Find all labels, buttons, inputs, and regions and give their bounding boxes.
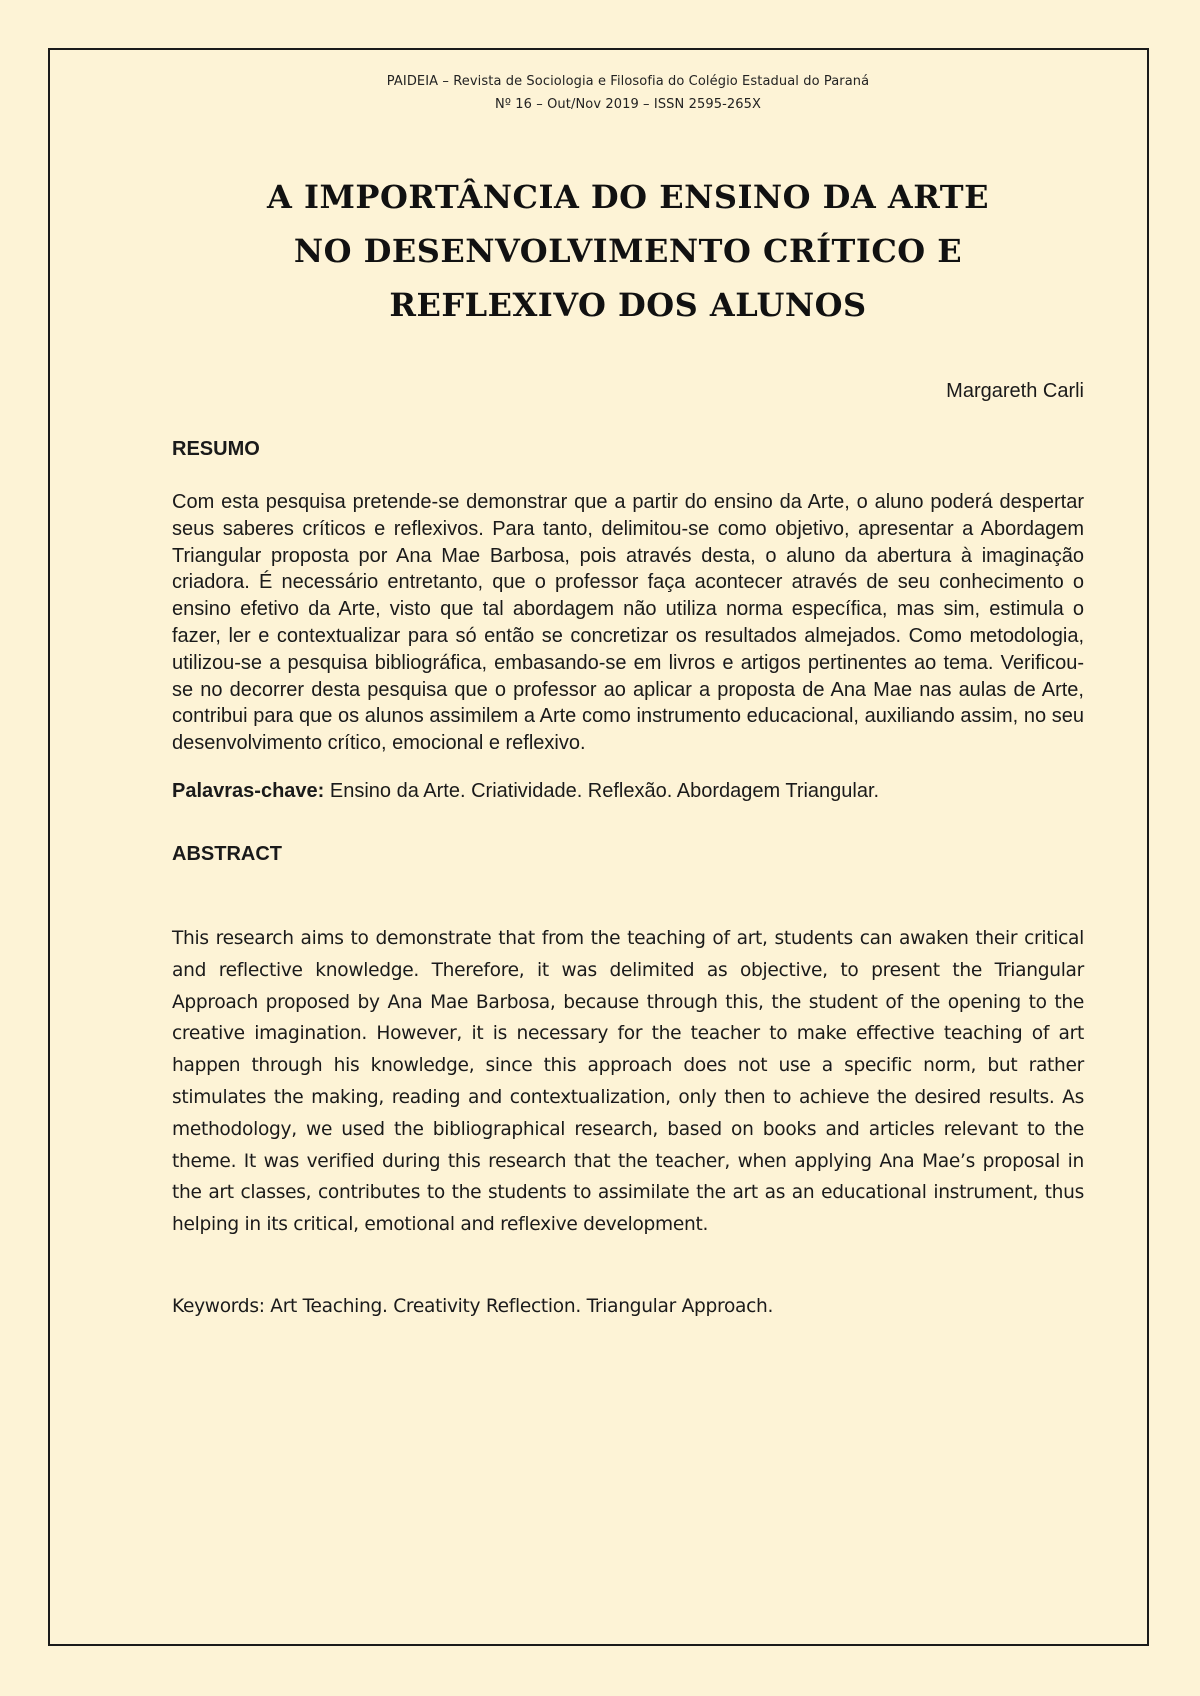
palavras-chave-text: Ensino da Arte. Criatividade. Reflexão. Abordagem Triangular. xyxy=(324,779,880,802)
author-name: Margareth Carli xyxy=(946,380,1084,402)
journal-header-line-2: Nº 16 – Out/Nov 2019 – ISSN 2595-265X xyxy=(495,97,761,112)
palavras-chave xyxy=(172,778,1084,804)
paper-title-line-3: REFLEXIVO DOS ALUNOS xyxy=(389,286,867,324)
abstract-body: This research aims to demonstrate that from the teaching of art, students can awaken their critical and reflective knowledge. Therefore, it was delimited as objective, to present the Triangular Approach proposed by Ana Mae Barbosa, because through this, the student of the opening to the creative imagination. However, it is necessary for the teacher to make effective teaching of art happen through his knowledge, since this approach does not use a specific norm, but rather stimulates the making, reading and contextualization, only then to achieve the desired results. As methodology, we used the bibliographical research, based on books and articles relevant to the theme. It was verified during this research that the teacher, when applying Ana Mae’s proposal in the art classes, contributes to the students to assimilate the art as an educational instrument, thus helping in its critical, emotional and reflexive development. xyxy=(172,927,1084,1236)
abstract-heading: ABSTRACT xyxy=(172,842,282,865)
paper-title xyxy=(172,170,1084,332)
paper-title-line-1: A IMPORTÂNCIA DO ENSINO DA ARTE xyxy=(267,178,989,216)
article-page xyxy=(172,70,1084,1321)
resumo-heading: RESUMO xyxy=(172,438,260,460)
journal-header-line-1: PAIDEIA – Revista de Sociologia e Filosofia do Colégio Estadual do Paraná xyxy=(386,74,870,89)
journal-header xyxy=(172,70,1084,116)
resumo-body: Com esta pesquisa pretende-se demonstrar que a partir do ensino da Arte, o aluno poderá despertar seus saberes críticos e reflexivos. Para tanto, delimitou-se como objetivo, apresentar a Abordagem Triangular proposta por Ana Mae Barbosa, pois através desta, o aluno da abertura à imaginação criadora. É necessário entretanto, que o professor faça acontecer através de seu conhecimento o ensino efetivo da Arte, visto que tal abordagem não utiliza norma específica, mas sim, estimula o fazer, ler e contextualizar para só então se concretizar os resultados almejados. Como metodologia, utilizou-se a pesquisa bibliográfica, embasando-se em livros e artigos pertinentes ao tema. Verificou-se no decorrer desta pesquisa que o professor ao aplicar a proposta de Ana Mae nas aulas de Arte, contribui para que os alunos assimilem a Arte como instrumento educacional, auxiliando assim, no seu desenvolvimento crítico, emocional e reflexivo. xyxy=(172,491,1084,755)
paper-title-line-2: NO DESENVOLVIMENTO CRÍTICO E xyxy=(293,232,963,270)
keywords-en: Keywords: Art Teaching. Creativity Reflection. Triangular Approach. xyxy=(172,1295,774,1317)
palavras-chave-label: Palavras-chave: xyxy=(172,779,325,802)
